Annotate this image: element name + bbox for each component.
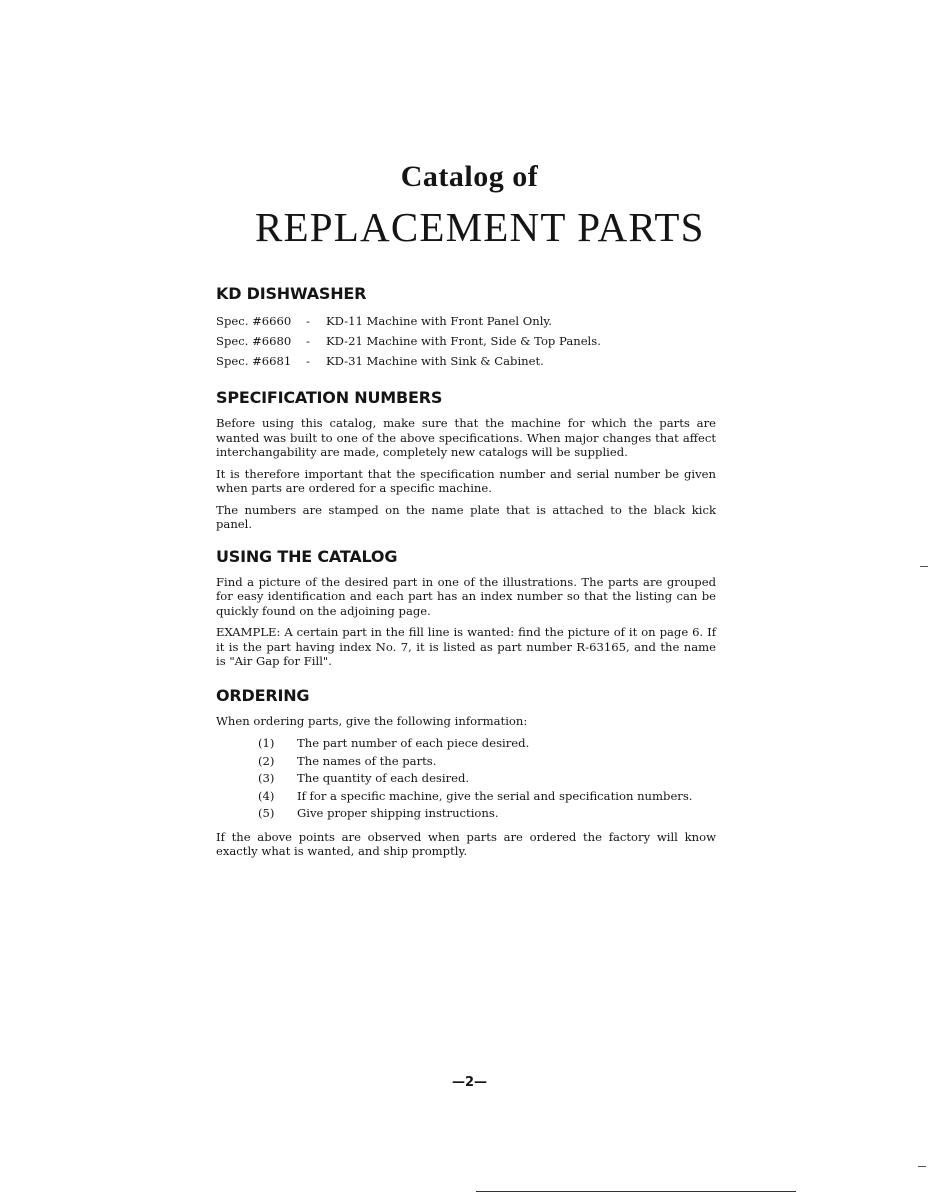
spec-code: Spec. #6660 bbox=[216, 314, 292, 328]
ordering-list bbox=[258, 735, 716, 823]
list-text: The names of the parts. bbox=[297, 753, 437, 768]
page-body bbox=[216, 284, 716, 866]
list-item bbox=[258, 753, 716, 771]
section-kd-dishwasher bbox=[216, 284, 716, 371]
list-number: (3) bbox=[258, 771, 275, 785]
spec-dash: - bbox=[306, 334, 310, 348]
section-using-the-catalog bbox=[216, 547, 716, 669]
list-text: Give proper shipping instructions. bbox=[297, 806, 499, 820]
spec-description: KD-11 Machine with Front Panel Only. bbox=[326, 314, 553, 328]
list-number: (4) bbox=[258, 788, 275, 803]
paragraph: Find a picture of the desired part in one of the illustrations. The parts are grouped for easy identification and each part has an index number so that the listing can be quickly found on the adjoining page. bbox=[216, 574, 716, 618]
edge-mark-right-bottom bbox=[918, 1166, 926, 1167]
list-item bbox=[258, 735, 716, 753]
spec-row bbox=[216, 311, 716, 331]
page-number: —2— bbox=[451, 1075, 488, 1090]
paragraph: EXAMPLE: A certain part in the fill line is wanted: find the picture of it on page 6. If it is the part having index No. 7, it is listed as part number R-63165, and the name is "Air Gap for Fill". bbox=[216, 625, 716, 668]
list-number: (5) bbox=[258, 806, 275, 820]
heading-specification-numbers: SPECIFICATION NUMBERS bbox=[216, 388, 443, 407]
list-text: The part number of each piece desired. bbox=[297, 736, 530, 750]
spec-row bbox=[216, 351, 716, 371]
title-replacement-parts: REPLACEMENT PARTS bbox=[255, 204, 705, 250]
title-catalog-of bbox=[0, 160, 939, 194]
section-ordering bbox=[216, 686, 716, 859]
list-number: (1) bbox=[258, 736, 275, 750]
spec-code: Spec. #6681 bbox=[216, 354, 292, 368]
list-text: The quantity of each desired. bbox=[297, 771, 470, 785]
spec-dash: - bbox=[306, 354, 310, 368]
spec-description: KD-31 Machine with Sink & Cabinet. bbox=[326, 354, 544, 368]
spec-code: Spec. #6680 bbox=[216, 334, 292, 348]
list-text: If for a specific machine, give the serial and specification numbers. bbox=[297, 788, 693, 803]
ordering-closing: If the above points are observed when parts are ordered the factory will know exactly what is wanted, and ship promptly. bbox=[216, 829, 716, 858]
list-item bbox=[258, 805, 716, 823]
title-line1: Catalog of bbox=[400, 160, 539, 193]
heading-kd-dishwasher: KD DISHWASHER bbox=[216, 284, 367, 303]
list-item bbox=[258, 788, 716, 806]
bottom-rule bbox=[476, 1191, 796, 1192]
spec-description: KD-21 Machine with Front, Side & Top Panels. bbox=[326, 334, 601, 348]
section-specification-numbers bbox=[216, 388, 716, 532]
paragraph: Before using this catalog, make sure that the machine for which the parts are wanted was built to one of the above specifications. When major changes that affect interchangability are made, completely new catalogs will be supplied. bbox=[216, 416, 716, 459]
edge-mark-right-top bbox=[920, 566, 928, 567]
list-number: (2) bbox=[258, 753, 275, 768]
paragraph: The numbers are stamped on the name plate that is attached to the black kick panel. bbox=[216, 502, 716, 531]
heading-ordering: ORDERING bbox=[216, 685, 310, 705]
paragraph: It is therefore important that the specification number and serial number be given when parts are ordered for a specific machine. bbox=[216, 466, 716, 495]
spec-dash: - bbox=[306, 314, 310, 328]
ordering-intro: When ordering parts, give the following information: bbox=[216, 713, 528, 728]
heading-using-the-catalog: USING THE CATALOG bbox=[216, 546, 398, 566]
list-item bbox=[258, 770, 716, 788]
spec-row bbox=[216, 331, 716, 351]
